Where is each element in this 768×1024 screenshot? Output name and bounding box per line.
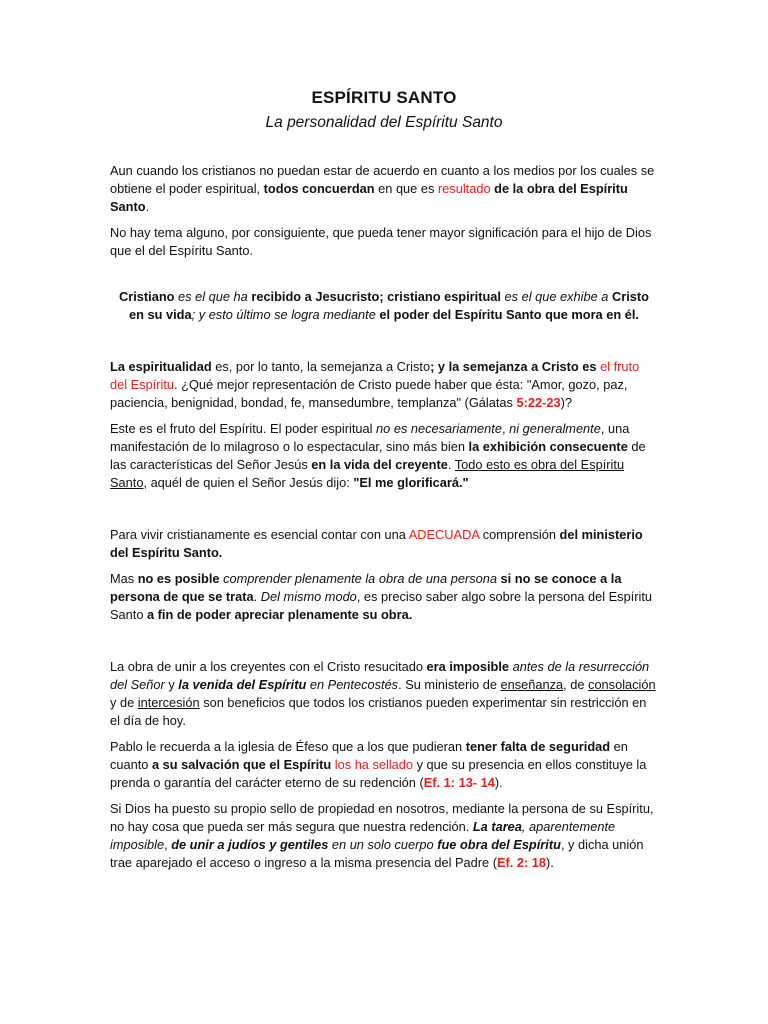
text-run: en Pentecostés [306, 677, 399, 692]
text-run: . [447, 457, 455, 472]
text-run: antes de la resurrección del Señor [110, 659, 650, 692]
text-run: Aun cuando los cristianos no puedan estar de acuerdo en cuanto a los medios por los cuales se obtiene el poder espiritual, [110, 163, 655, 196]
text-run: . ¿Qué mejor representación de Cristo puede haber que ésta: "Amor, gozo, paz, paciencia, benignidad, bondad, fe, mansedumbre, templanza" (Gálatas [110, 377, 628, 410]
text-run: todos concuerdan [263, 181, 375, 196]
text-run: el fruto del Espíritu [110, 359, 640, 392]
text-run: resultado [437, 181, 491, 196]
paragraph-9 [110, 738, 658, 792]
text-run: es, por lo tanto, la semejanza a Cristo [211, 359, 431, 374]
text-run: Cristiano [119, 289, 175, 304]
text-run: a fin de poder apreciar plenamente su obra. [147, 607, 413, 622]
text-run: y que su presencia en ellos constituye la prenda o garantía del carácter eterno de su redención ( [110, 757, 647, 790]
text-run: si no se conoce a la persona de que se trata [110, 571, 622, 604]
text-run: , y dicha unión trae aparejado el acceso o ingreso a la misma presencia del Padre ( [110, 837, 644, 870]
text-run: los ha sellado [334, 757, 414, 772]
text-run: , una manifestación de lo milagroso o lo espectacular, sino más bien [110, 421, 630, 454]
text-run: Ef. 1: 13- 14 [423, 775, 495, 790]
text-run: y [164, 677, 179, 692]
text-run: Ef. 2: 18 [496, 855, 547, 870]
paragraph-2 [110, 224, 658, 260]
text-run: es el que ha [174, 289, 252, 304]
text-run: no es necesariamente [376, 421, 502, 436]
text-run: fue obra del Espíritu [437, 837, 561, 852]
paragraph-3 [110, 288, 658, 324]
text-run: la exhibición consecuente [468, 439, 628, 454]
text-run: tener falta de seguridad [465, 739, 611, 754]
text-run: ni generalmente [509, 421, 601, 436]
text-run: , aquél de quien el Señor Jesús dijo: [143, 475, 354, 490]
text-run: en que es [374, 181, 438, 196]
text-run: no es posible [137, 571, 220, 586]
text-run: No hay tema alguno, por consiguiente, que pueda tener mayor significación para el hijo de Dios que el del Espíritu Santo. [110, 225, 652, 258]
text-run: , [501, 421, 510, 436]
text-run: de las características del Señor Jesús [110, 439, 646, 472]
text-run: era imposible [426, 659, 510, 674]
text-run: , [164, 837, 172, 852]
text-run: )? [560, 395, 572, 410]
text-run: Cristo en su vida [129, 289, 649, 322]
text-run: de la obra del Espíritu Santo [110, 181, 628, 214]
text-run: intercesión [137, 695, 200, 710]
text-run: a su salvación que el Espíritu [151, 757, 332, 772]
text-run: Si Dios ha puesto su propio sello de propiedad en nosotros, mediante la persona de su Espíritu, no hay cosa que pueda ser más segura que nuestra redención. [110, 801, 654, 834]
paragraph-5 [110, 420, 658, 492]
text-run: en cuanto [110, 739, 628, 772]
text-run: Todo esto es obra del Espíritu Santo [110, 457, 625, 490]
text-run: , de [563, 677, 589, 692]
text-run: La espiritualidad [110, 359, 212, 374]
paragraph-8 [110, 658, 658, 730]
text-run: , es preciso saber algo sobre la persona del Espíritu Santo [110, 589, 653, 622]
text-run: , aparentemente imposible [110, 819, 616, 852]
text-run: comprender plenamente la obra de una persona [219, 571, 497, 586]
page-subtitle: La personalidad del Espíritu Santo [265, 114, 503, 131]
text-run: es el que exhibe a [500, 289, 612, 304]
text-run: y de [110, 695, 138, 710]
paragraph-6 [110, 526, 658, 562]
page-title: ESPÍRITU SANTO [311, 88, 457, 107]
paragraph-7 [110, 570, 658, 624]
text-run: Del mismo modo [260, 589, 357, 604]
text-run: en un solo cuerpo [328, 837, 438, 852]
text-run: . Su ministerio de [398, 677, 501, 692]
text-run: ; y la semejanza a Cristo es [430, 359, 601, 374]
text-run: el poder del Espíritu Santo que mora en él. [379, 307, 639, 322]
text-run: La obra de unir a los creyentes con el Cristo resucitado [110, 659, 427, 674]
text-run: . [253, 589, 261, 604]
text-run: "El me glorificará." [353, 475, 469, 490]
text-run: Para vivir cristianamente es esencial contar con una [110, 527, 409, 542]
paragraph-4 [110, 358, 658, 412]
text-run: . [145, 199, 150, 214]
text-run: de unir a judíos y gentiles [171, 837, 329, 852]
text-run: 5:22-23 [516, 395, 561, 410]
text-run: ). [546, 855, 554, 870]
text-run: Este es el fruto del Espíritu. El poder espiritual [110, 421, 377, 436]
text-run: consolación [588, 677, 656, 692]
paragraph-1 [110, 162, 658, 216]
text-run: del ministerio del Espíritu Santo. [110, 527, 643, 560]
text-run: comprensión [479, 527, 560, 542]
text-run: son beneficios que todos los cristianos pueden experimentar sin restricción en el día de hoy. [110, 695, 647, 728]
text-run: La tarea [472, 819, 522, 834]
text-run: ). [494, 775, 503, 790]
text-run: recibido a Jesucristo; cristiano espiritual [251, 289, 501, 304]
text-run: Mas [110, 571, 138, 586]
text-run: la venida del Espíritu [178, 677, 307, 692]
text-run: ADECUADA [408, 527, 480, 542]
text-run: ; y esto último se logra mediante [191, 307, 380, 322]
text-run: en la vida del creyente [311, 457, 448, 472]
text-run: enseñanza [500, 677, 564, 692]
text-run: Pablo le recuerda a la iglesia de Éfeso que a los que pudieran [110, 739, 466, 754]
paragraph-10 [110, 800, 658, 872]
